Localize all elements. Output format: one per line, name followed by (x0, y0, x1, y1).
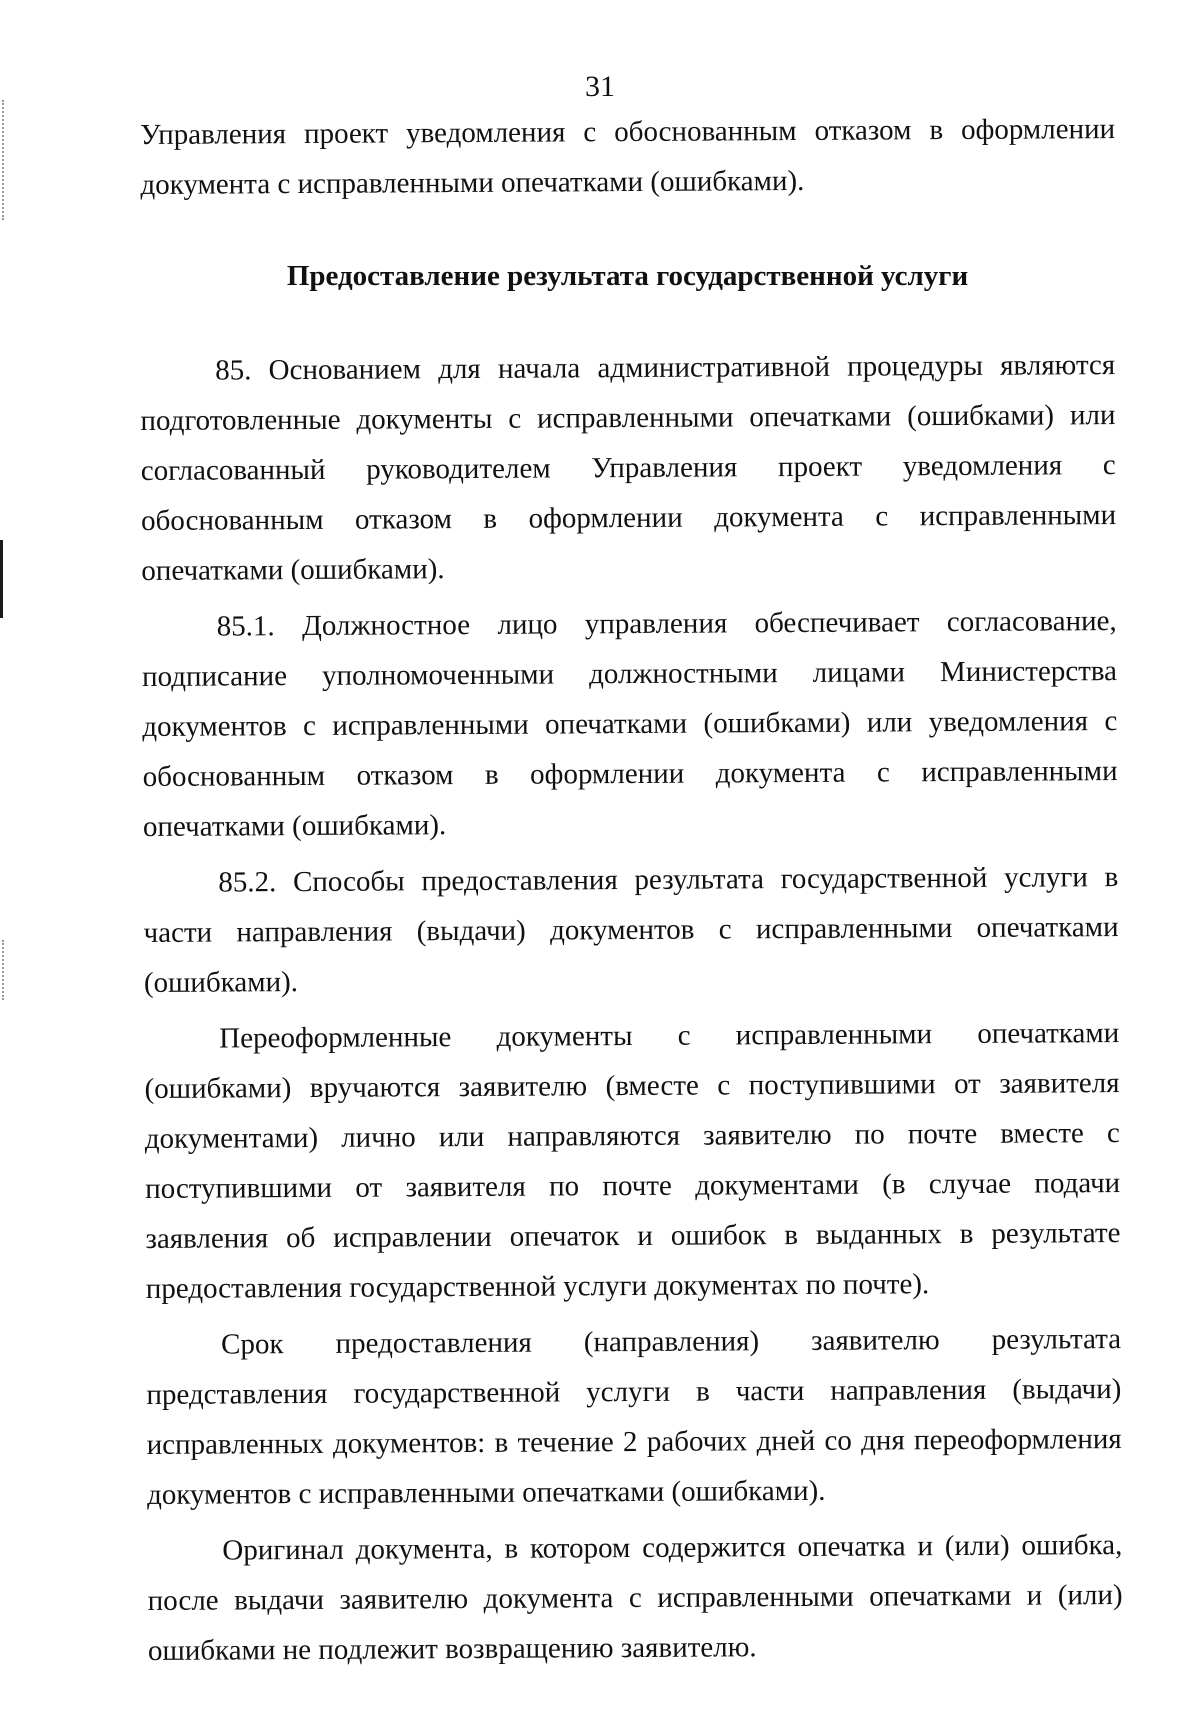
scan-edge-mark (0, 540, 3, 618)
scan-edge-dots-top (2, 100, 8, 220)
paragraph-85: 85. Основанием для начала административной процедуры являются подготовленные документы с исправленными опечатками (ошибками) или согласованный руководителем Управления проект уведомления с обоснованным отказом в оформлении документа с исправленными опечатками (ошибками). (140, 349, 1117, 587)
scan-edge-dots-bottom (2, 940, 8, 1000)
paragraph-original-document: Оригинал документа, в котором содержится опечатка и (или) ошибка, после выдачи заявителю документа с исправленными опечатками и (или) ошибками не подлежит возвращению заявителю. (147, 1529, 1123, 1667)
continuation-paragraph: Управления проект уведомления с обоснованным отказом в оформлении документа с исправленными опечатками (ошибками). (140, 113, 1116, 201)
paragraph-85-1: 85.1. Должностное лицо управления обеспечивает согласование, подписание уполномоченными должностными лицами Министерства документов с исправленными опечатками (ошибками) или уведомления с обоснованным отказом в оформлении документа с исправленными опечатками (ошибками). (141, 605, 1118, 843)
page-number: 31 (585, 70, 615, 103)
paragraph-delivery-term: Срок предоставления (направления) заявителю результата представления государственной услуги в части направления (выдачи) исправленных документов: в течение 2 рабочих дней со дня переоформления документов с исправленными опечатками (ошибками). (146, 1323, 1122, 1511)
section-body (140, 340, 1123, 1676)
section-heading: Предоставление результата государственной услуги (286, 260, 969, 292)
paragraph-85-2: 85.2. Способы предоставления результата государственной услуги в части направления (выдачи) документов с исправленными опечатками (ошибками). (143, 861, 1119, 999)
paragraph-reissued-documents: Переоформленные документы с исправленными опечатками (ошибками) вручаются заявителю (вместе с поступившими от заявителя документами) лично или направляются заявителю по почте вместе с поступившими от заявителя по почте документами (в случае подачи заявления об исправлении опечаток и ошибок в выданных в результате предоставления государственной услуги документах по почте). (144, 1017, 1121, 1305)
continuation-paragraph-block (140, 104, 1116, 210)
